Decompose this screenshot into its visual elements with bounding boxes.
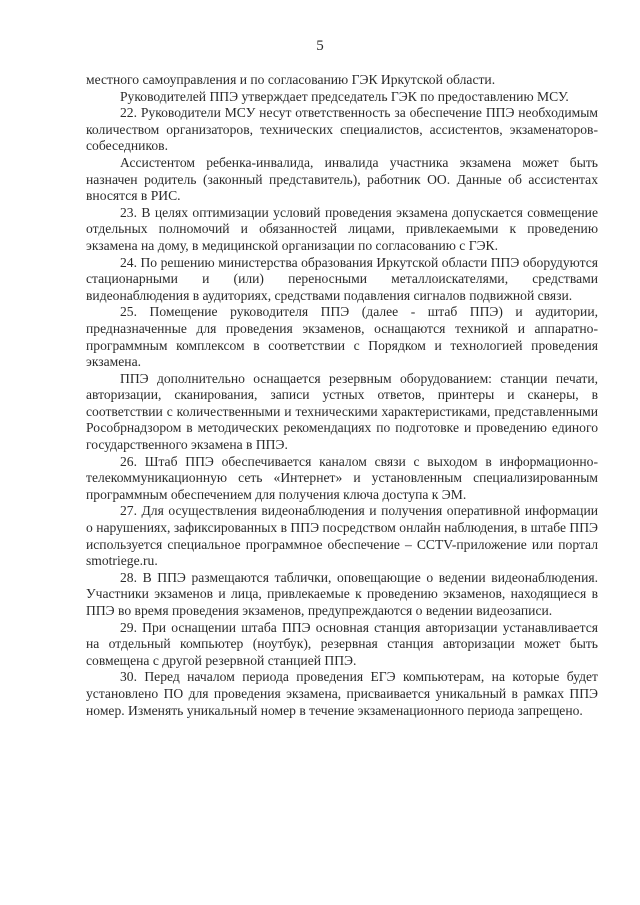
paragraph-reserve-equipment: ППЭ дополнительно оснащается резервным оборудованием: станции печати, авторизации, сканирования, записи устных ответов, принтеры и сканеры, в соответствии с количественными и техническими характеристиками, представленными Рособрнадзором в методических рекомендациях по подготовке и проведению единого государственного экзамена в ППЭ.: [86, 370, 598, 453]
paragraph-26: 26. Штаб ППЭ обеспечивается каналом связи с выходом в информационно-телекоммуникационную сеть «Интернет» и установленным специализированным программным обеспечением для получения ключа доступа к ЭМ.: [86, 453, 598, 502]
paragraph-assistant: Ассистентом ребенка-инвалида, инвалида участника экзамена может быть назначен родитель (законный представитель), работник ОО. Данные об ассистентах вносятся в РИС.: [86, 154, 598, 204]
paragraph-24: 24. По решению министерства образования Иркутской области ППЭ оборудуются стационарными и (или) переносными металлоискателями, средствами видеонаблюдения в аудиториях, средствами подавления сигналов подвижной связи.: [86, 254, 598, 303]
paragraph-25: 25. Помещение руководителя ППЭ (далее - штаб ППЭ) и аудитории, предназначенные для проведения экзаменов, оснащаются техникой и аппаратно-программным комплексом в соответствии с Порядком и технологией проведения экзамена.: [86, 304, 598, 370]
document-body: [86, 72, 598, 719]
paragraph-29: 29. При оснащении штаба ППЭ основная станция авторизации устанавливается на отдельный компьютер (ноутбук), резервная станция авторизации может быть совмещена с другой резервной станцией ППЭ.: [86, 619, 598, 668]
paragraph-30: 30. Перед началом периода проведения ЕГЭ компьютерам, на которые будет установлено ПО для проведения экзамена, присваивается уникальный в рамках ППЭ номер. Изменять уникальный номер в течение экзаменационного периода запрещено.: [86, 669, 598, 718]
paragraph-27: 27. Для осуществления видеонаблюдения и получения оперативной информации о нарушениях, зафиксированных в ППЭ посредством онлайн наблюдения, в штабе ППЭ используется специальное программное обеспечение – CCTV-приложение или портал smotriege.ru.: [86, 503, 599, 569]
page-number: 5: [316, 38, 324, 54]
paragraph-continuation: местного самоуправления и по согласованию ГЭК Иркутской области.: [86, 72, 496, 87]
paragraph-22: 22. Руководители МСУ несут ответственность за обеспечение ППЭ необходимым количеством организаторов, технических специалистов, ассистентов, экзаменаторов-собеседников.: [86, 105, 598, 154]
paragraph-23: 23. В целях оптимизации условий проведения экзамена допускается совмещение отдельных полномочий и обязанностей лицами, привлекаемыми к проведению экзамена на дому, в медицинской организации по согласованию с ГЭК.: [86, 204, 598, 253]
paragraph-28: 28. В ППЭ размещаются таблички, оповещающие о ведении видеонаблюдения. Участники экзаменов и лица, привлекаемые к проведению экзаменов, находящиеся в ППЭ во время проведения экзаменов, предупреждаются о ведении видеозаписи.: [86, 569, 598, 618]
paragraph-ppe-heads-approval: Руководителей ППЭ утверждает председатель ГЭК по предоставлению МСУ.: [120, 88, 569, 104]
